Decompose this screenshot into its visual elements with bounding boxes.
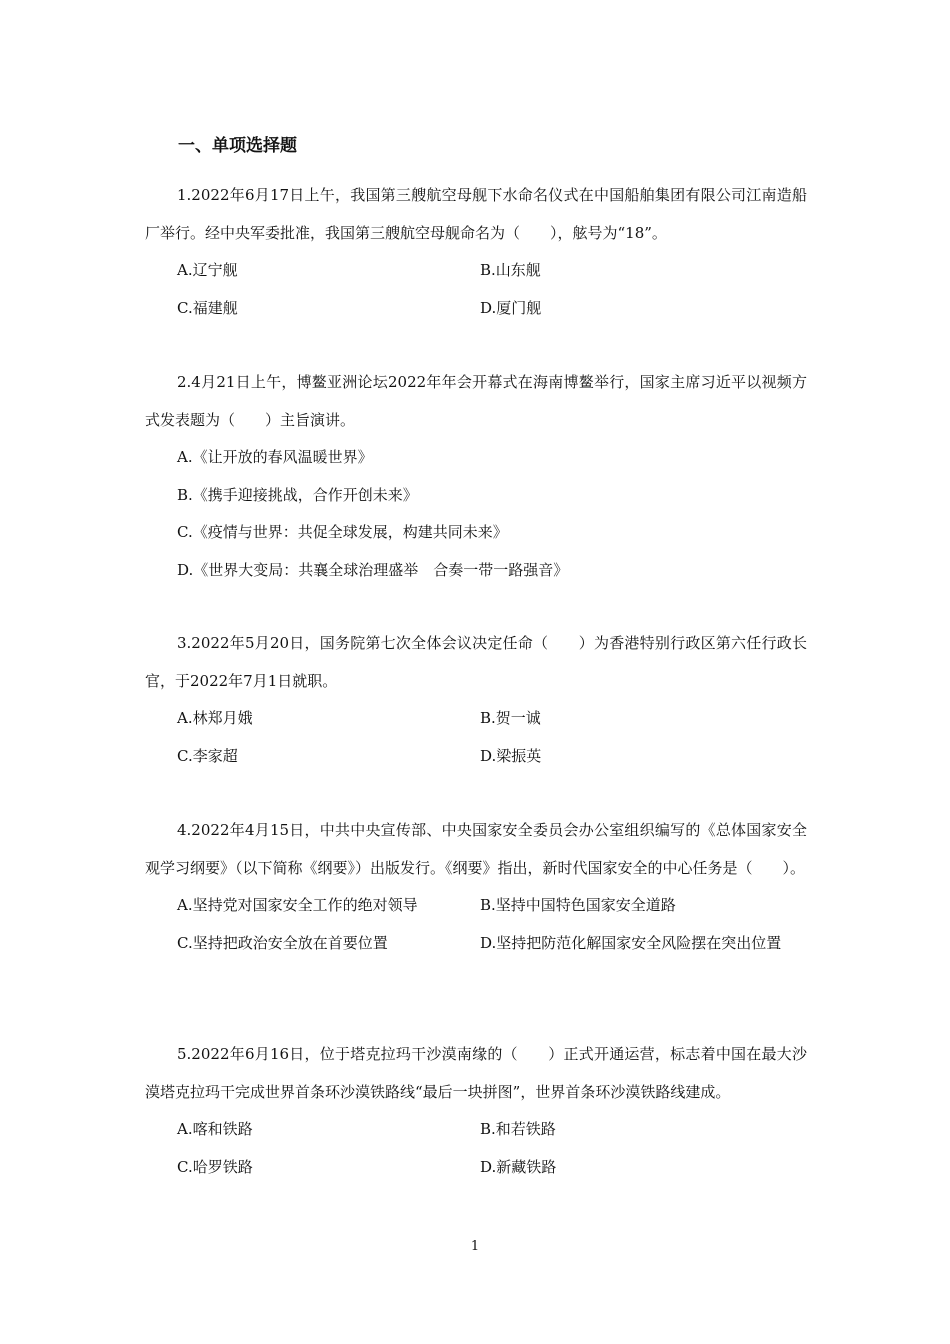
option-b: B.《携手迎接挑战，合作开创未来》 [177, 485, 418, 504]
option-c: C.福建舰 [177, 298, 238, 317]
option-b: B.和若铁路 [480, 1120, 556, 1138]
question-4 [145, 812, 807, 962]
question-stem: 1.2022年6月17日上午，我国第三艘航空母舰下水命名仪式在中国船舶集团有限公司江南造船厂举行。经中央军委批准，我国第三艘航空母舰命名为（ ），舷号为“18”。 [145, 186, 807, 242]
section-title: 一、单项选择题 [178, 136, 297, 156]
question-5 [145, 1036, 807, 1186]
question-1 [145, 177, 807, 327]
option-d: D.坚持把防范化解国家安全风险摆在突出位置 [480, 933, 782, 952]
options [145, 887, 807, 962]
option-c: C.坚持把政治安全放在首要位置 [177, 933, 388, 952]
option-d: D.梁振英 [480, 746, 542, 765]
option-b: B.坚持中国特色国家安全道路 [480, 896, 676, 914]
option-d: D.厦门舰 [480, 298, 542, 317]
option-a: A.坚持党对国家安全工作的绝对领导 [177, 896, 418, 914]
option-d: D.新藏铁路 [480, 1157, 557, 1176]
question-2 [145, 364, 807, 589]
option-a: A.林郑月娥 [177, 709, 253, 727]
options [145, 700, 807, 775]
question-stem: 3.2022年5月20日，国务院第七次全体会议决定任命（ ）为香港特别行政区第六任行政长官，于2022年7月1日就职。 [145, 634, 807, 690]
option-a: A.喀和铁路 [177, 1120, 253, 1138]
option-a: A.《让开放的春风温暖世界》 [177, 448, 373, 466]
option-b: B.山东舰 [480, 261, 541, 279]
question-3 [145, 625, 807, 775]
page-number: 1 [470, 1239, 480, 1254]
question-stem: 5.2022年6月16日，位于塔克拉玛干沙漠南缘的（ ）正式开通运营，标志着中国在最大沙漠塔克拉玛干完成世界首条环沙漠铁路线“最后一块拼图”，世界首条环沙漠铁路线建成。 [145, 1045, 807, 1101]
option-b: B.贺一诚 [480, 709, 541, 727]
option-c: C.《疫情与世界：共促全球发展，构建共同未来》 [177, 523, 508, 541]
options [145, 439, 807, 589]
option-a: A.辽宁舰 [177, 261, 238, 279]
options [145, 1111, 807, 1186]
options [145, 252, 807, 327]
question-stem: 2.4月21日上午，博鳌亚洲论坛2022年年会开幕式在海南博鳌举行，国家主席习近平以视频方式发表题为（ ）主旨演讲。 [145, 373, 807, 429]
option-d: D.《世界大变局：共襄全球治理盛举 合奏一带一路强音》 [177, 560, 569, 579]
option-c: C.哈罗铁路 [177, 1157, 253, 1176]
option-c: C.李家超 [177, 746, 238, 765]
question-stem: 4.2022年4月15日，中共中央宣传部、中央国家安全委员会办公室组织编写的《总体国家安全观学习纲要》（以下简称《纲要》）出版发行。《纲要》指出，新时代国家安全的中心任务是（ ）。 [145, 821, 807, 877]
